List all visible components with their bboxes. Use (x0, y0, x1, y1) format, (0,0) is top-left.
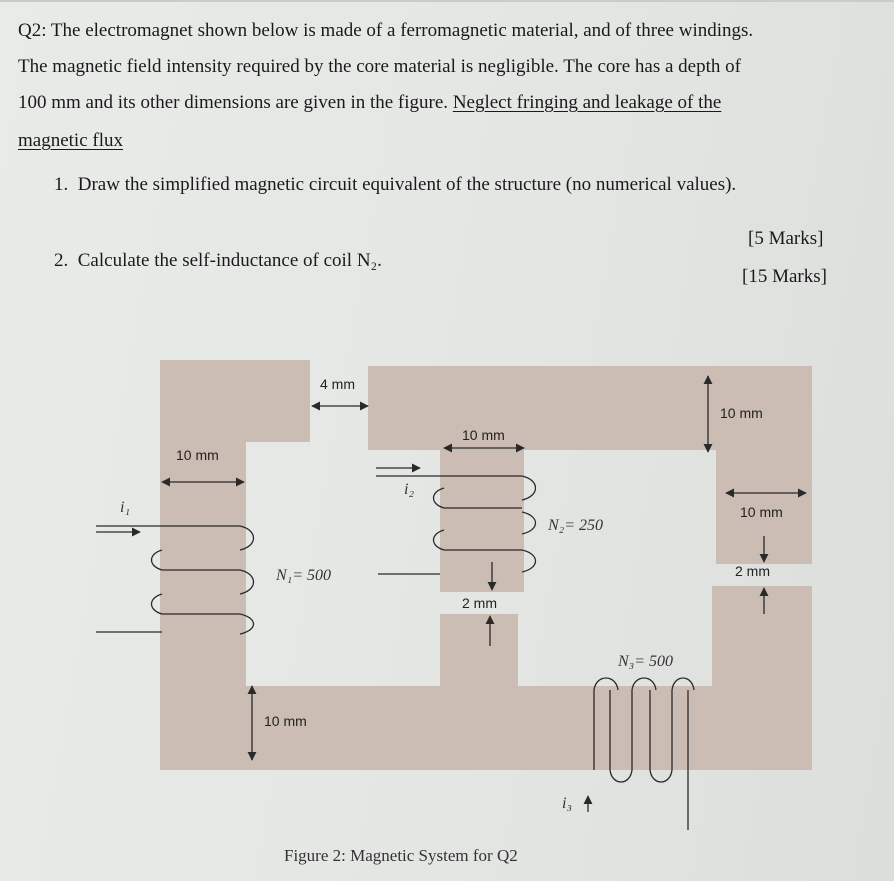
question-text-3-underlined: Neglect fringing and leakage of the (452, 92, 722, 113)
dim-gap-top-label: 4 mm (320, 376, 355, 392)
question-line-2: The magnetic field intensity required by the core material is negligible. The core has a depth of (18, 56, 741, 77)
item-1-marks: [5 Marks] (748, 228, 824, 249)
current-i1-label: i₁ (120, 499, 131, 516)
question-text-3: 100 mm and its other dimensions are given in the figure. (18, 92, 449, 113)
dim-top-right-label: 10 mm (720, 405, 763, 421)
item-2-text: Calculate the self-inductance of coil N₂. (77, 250, 382, 271)
core-bottom (160, 686, 812, 770)
item-2-marks: [15 Marks] (742, 266, 827, 287)
figure-caption: Figure 2: Magnetic System for Q2 (284, 846, 518, 865)
dim-right-gap-label: 2 mm (735, 563, 770, 579)
coil-n3-label: N₃= 500 (618, 653, 674, 670)
item-1-text: Draw the simplified magnetic circuit equivalent of the structure (no numerical values). (77, 174, 737, 195)
coil-n3-bottom-2 (650, 770, 672, 782)
question-line-4: magnetic flux (18, 130, 123, 151)
dim-left-leg-label: 10 mm (176, 447, 219, 463)
coil-n2-turn-1 (522, 476, 536, 500)
core-center-lower (440, 614, 518, 694)
item-2-number: 2. (54, 250, 69, 271)
core-right-upper (716, 366, 812, 564)
current-i2-label: i₂ (404, 481, 415, 498)
core-center-upper (440, 366, 524, 592)
coil-n1-winding (96, 526, 440, 634)
coil-n2-turn-2 (522, 512, 536, 534)
question-text-1: The electromagnet shown below is made of a ferromagnetic material, and of three windings. (50, 20, 754, 41)
dim-bottom-label: 10 mm (264, 713, 307, 729)
item-1-number: 1. (54, 174, 69, 195)
ferromagnetic-core (160, 360, 812, 770)
coil-n2-label: N₂= 250 (548, 517, 604, 534)
coil-n2-turn-3 (522, 550, 536, 572)
dim-right-leg-label: 10 mm (740, 504, 783, 520)
current-i3-label: i₃ (562, 795, 573, 812)
dim-center-leg-label: 10 mm (462, 427, 505, 443)
dim-center-gap-label: 2 mm (462, 595, 497, 611)
coil-n3-bottom-1 (610, 770, 632, 782)
coil-n1-label: N₁= 500 (276, 567, 332, 584)
question-number: Q2: (18, 20, 47, 41)
